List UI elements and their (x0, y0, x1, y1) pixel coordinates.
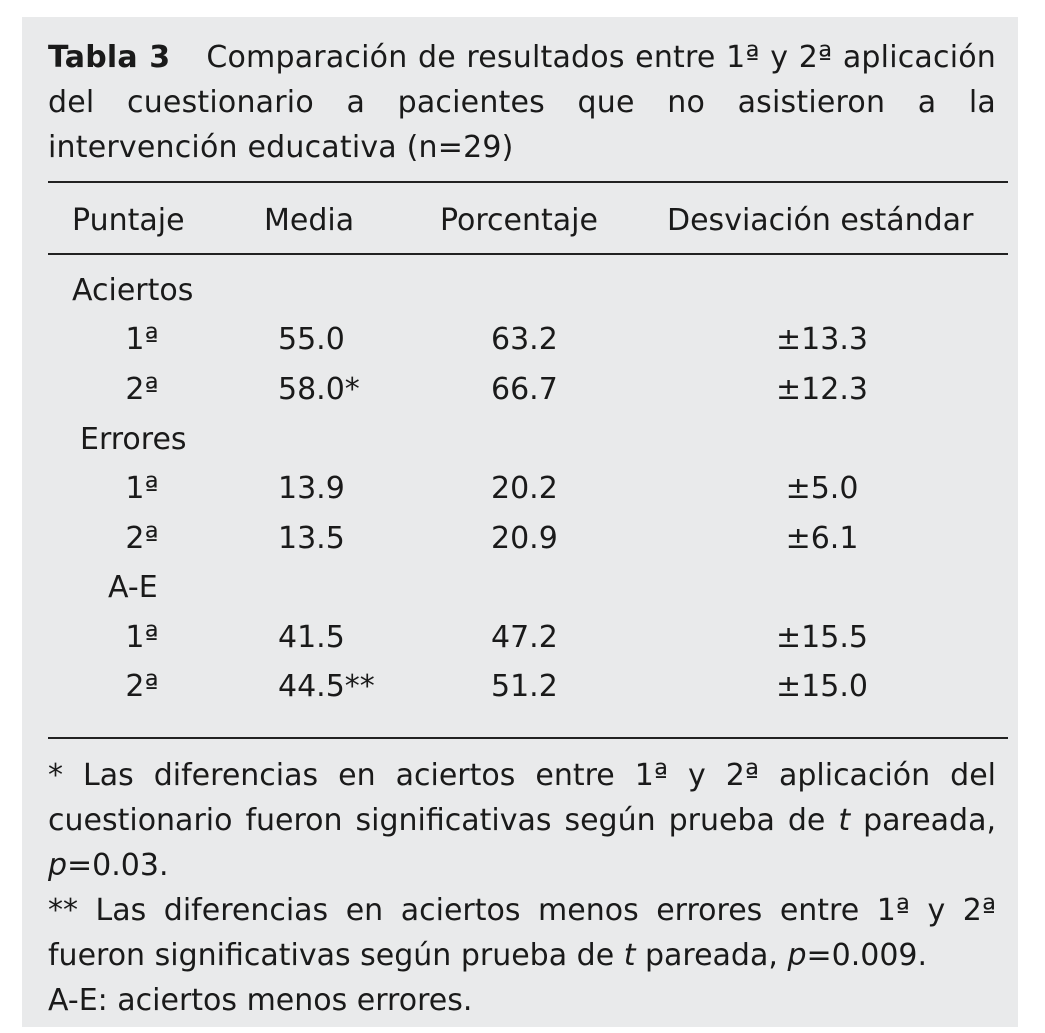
table-panel (22, 17, 1018, 1027)
top-rule (48, 181, 1008, 183)
row-ord: 2ª (125, 669, 159, 704)
row-media: 13.9 (278, 471, 345, 506)
table-caption (48, 35, 996, 170)
row-ord: 2ª (125, 372, 159, 407)
row-desviacion: ±6.1 (785, 521, 859, 556)
row-ord: 2ª (125, 521, 159, 556)
header-desviacion: Desviación estándar (667, 203, 974, 238)
row-ord: 1ª (125, 322, 159, 357)
footnote-2: ** Las diferencias en aciertos menos errores entre 1ª y 2ª fueron significativas según prueba de t pareada, p=0.009. (48, 893, 996, 973)
row-porcentaje: 20.9 (491, 521, 558, 556)
row-desviacion: ±5.0 (785, 471, 859, 506)
row-porcentaje: 51.2 (491, 669, 558, 704)
row-desviacion: ±15.5 (776, 620, 868, 655)
row-media: 58.0* (278, 372, 360, 407)
group-label-aciertos: Aciertos (72, 273, 194, 308)
table-footnotes (48, 753, 996, 1023)
row-porcentaje: 63.2 (491, 322, 558, 357)
row-porcentaje: 66.7 (491, 372, 558, 407)
footnote-3: A-E: aciertos menos errores. (48, 983, 473, 1018)
row-media: 55.0 (278, 322, 345, 357)
header-rule (48, 253, 1008, 255)
row-ord: 1ª (125, 471, 159, 506)
header-media: Media (264, 203, 355, 238)
bottom-rule (48, 737, 1008, 739)
row-media: 13.5 (278, 521, 345, 556)
header-puntaje: Puntaje (72, 203, 185, 238)
row-porcentaje: 47.2 (491, 620, 558, 655)
row-desviacion: ±13.3 (776, 322, 868, 357)
row-desviacion: ±12.3 (776, 372, 868, 407)
table-label: Tabla 3 (48, 40, 171, 75)
row-media: 41.5 (278, 620, 345, 655)
row-porcentaje: 20.2 (491, 471, 558, 506)
group-label-errores: Errores (80, 422, 187, 457)
row-media: 44.5** (278, 669, 375, 704)
group-label-a-e: A-E (108, 570, 158, 605)
row-desviacion: ±15.0 (776, 669, 868, 704)
row-ord: 1ª (125, 620, 159, 655)
footnote-1: * Las diferencias en aciertos entre 1ª y 2ª aplicación del cuestionario fueron significativas según prueba de t pareada, p=0.03. (48, 758, 996, 883)
table-title: Comparación de resultados entre 1ª y 2ª aplicación del cuestionario a pacientes que no asistieron a la intervención educativa (n=29) (48, 40, 997, 165)
header-porcentaje: Porcentaje (440, 203, 598, 238)
